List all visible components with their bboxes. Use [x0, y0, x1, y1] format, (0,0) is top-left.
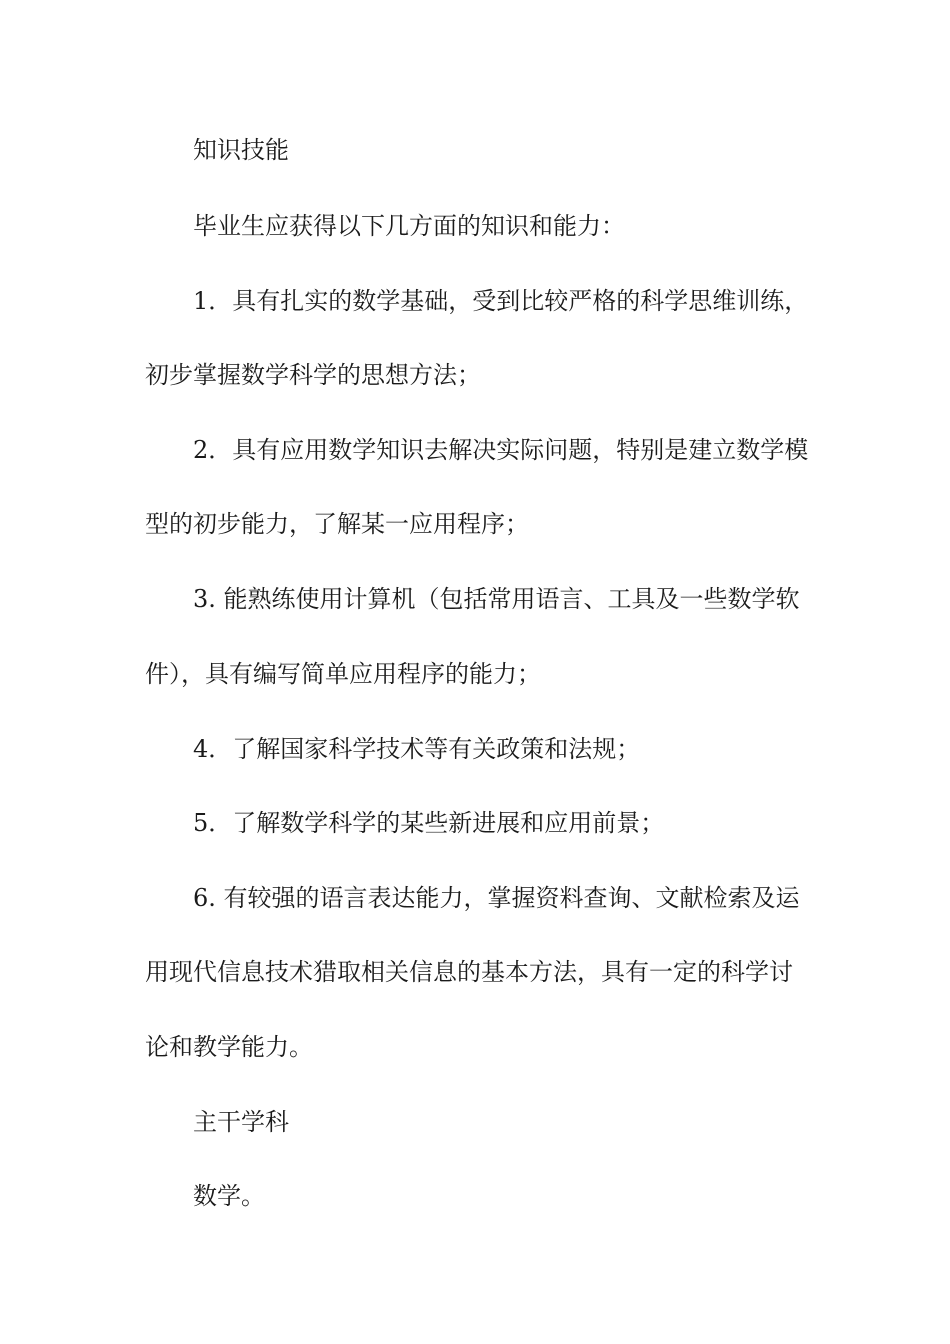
list-item-2-line-2: 型的初步能力，了解某一应用程序；: [145, 510, 529, 538]
list-item-1-line-1: 1．具有扎实的数学基础，受到比较严格的科学思维训练，: [193, 287, 809, 315]
list-item-5: 5．了解数学科学的某些新进展和应用前景；: [193, 809, 665, 837]
list-item-6-line-1: 6. 有较强的语言表达能力，掌握资料查询、文献检索及运: [193, 884, 800, 912]
list-item-6-line-2: 用现代信息技术猎取相关信息的基本方法，具有一定的科学讨: [145, 958, 793, 986]
main-subject-text: 数学。: [193, 1182, 265, 1210]
list-item-6-line-3: 论和教学能力。: [145, 1033, 313, 1061]
list-item-3-line-2: 件），具有编写简单应用程序的能力；: [145, 660, 541, 688]
section-heading-knowledge-skills: 知识技能: [193, 136, 289, 164]
intro-paragraph: 毕业生应获得以下几方面的知识和能力：: [193, 212, 625, 240]
section-heading-main-subject: 主干学科: [193, 1108, 289, 1136]
list-item-1-line-2: 初步掌握数学科学的思想方法；: [145, 361, 481, 389]
list-item-2-line-1: 2．具有应用数学知识去解决实际问题，特别是建立数学模: [193, 436, 809, 464]
list-item-4: 4．了解国家科学技术等有关政策和法规；: [193, 735, 641, 763]
list-item-3-line-1: 3. 能熟练使用计算机（包括常用语言、工具及一些数学软: [193, 585, 800, 613]
